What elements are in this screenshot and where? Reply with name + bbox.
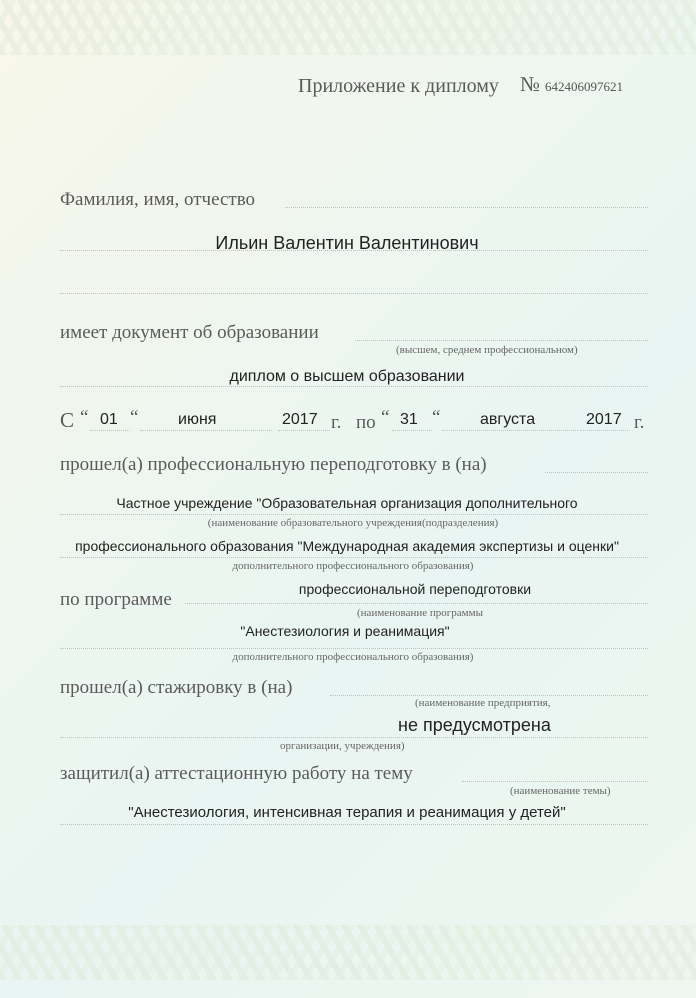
- divider: [60, 557, 648, 558]
- bottom-ornament: [0, 925, 696, 980]
- internship-value: не предусмотрена: [398, 715, 551, 735]
- education-line: [355, 340, 648, 341]
- divider: [60, 514, 648, 515]
- from-day-line: [90, 430, 130, 431]
- to-day: 31: [400, 411, 418, 428]
- retraining-line-1: Частное учреждение "Образовательная организация дополнительного: [116, 495, 578, 511]
- fio-line: [285, 207, 648, 208]
- blank-line: [60, 293, 648, 294]
- program-caption-1: (наименование программы: [357, 607, 483, 619]
- education-value: диплом о высшем образовании: [229, 368, 465, 385]
- fio-value: Ильин Валентин Валентинович: [215, 233, 479, 253]
- education-label: имеет документ об образовании: [60, 322, 319, 343]
- year-suffix: г.: [331, 412, 342, 433]
- to-prefix: по: [356, 412, 376, 433]
- from-year-line: [278, 430, 330, 431]
- divider: [60, 737, 648, 738]
- program-caption-2: дополнительного профессионального образования): [232, 651, 474, 663]
- divider: [330, 695, 648, 696]
- retraining-caption-1: (наименование образовательного учреждения(подразделения): [207, 517, 499, 529]
- from-month: июня: [178, 411, 217, 428]
- header-title: Приложение к диплому: [298, 75, 499, 97]
- program-line-1: профессиональной переподготовки: [298, 581, 532, 597]
- from-month-line: [140, 430, 272, 431]
- quote: “: [432, 407, 441, 428]
- education-caption: (высшем, среднем профессиональном): [396, 344, 578, 356]
- retraining-line: [545, 472, 648, 473]
- quote: “: [130, 407, 139, 428]
- fio-line-2: [60, 250, 648, 251]
- divider: [60, 648, 648, 649]
- top-ornament: [0, 0, 696, 55]
- thesis-label: защитил(а) аттестационную работу на тему: [60, 763, 413, 784]
- quote: “: [381, 407, 390, 428]
- fio-label: Фамилия, имя, отчество: [60, 189, 256, 210]
- retraining-caption-2: дополнительного профессионального образования): [232, 560, 474, 572]
- year-suffix: г.: [634, 412, 645, 433]
- quote: “: [80, 407, 89, 428]
- internship-label: прошел(а) стажировку в (на): [60, 677, 293, 698]
- from-day: 01: [100, 411, 118, 428]
- program-label: по программе: [60, 589, 172, 610]
- thesis-caption: (наименование темы): [510, 785, 611, 797]
- divider: [462, 781, 648, 782]
- diploma-number: 642406097621: [545, 79, 623, 94]
- to-year-line: [580, 430, 630, 431]
- retraining-label: прошел(а) профессиональную переподготовку в (на): [60, 454, 487, 475]
- number-sign: №: [520, 72, 541, 96]
- thesis-value: "Анестезиология, интенсивная терапия и реанимация у детей": [128, 804, 566, 821]
- internship-caption-2: организации, учреждения): [280, 740, 405, 752]
- program-line-2: "Анестезиология и реанимация": [240, 623, 450, 639]
- to-day-line: [392, 430, 432, 431]
- from-year: 2017: [282, 411, 318, 428]
- internship-caption-1: (наименование предприятия,: [415, 697, 551, 709]
- education-value-line: [60, 386, 648, 387]
- from-prefix: С: [60, 408, 75, 432]
- to-month-line: [442, 430, 578, 431]
- divider: [185, 603, 648, 604]
- to-year: 2017: [586, 411, 622, 428]
- to-month: августа: [480, 411, 536, 428]
- retraining-line-2: профессионального образования "Международная академия экспертизы и оценки": [75, 538, 619, 554]
- divider: [60, 824, 648, 825]
